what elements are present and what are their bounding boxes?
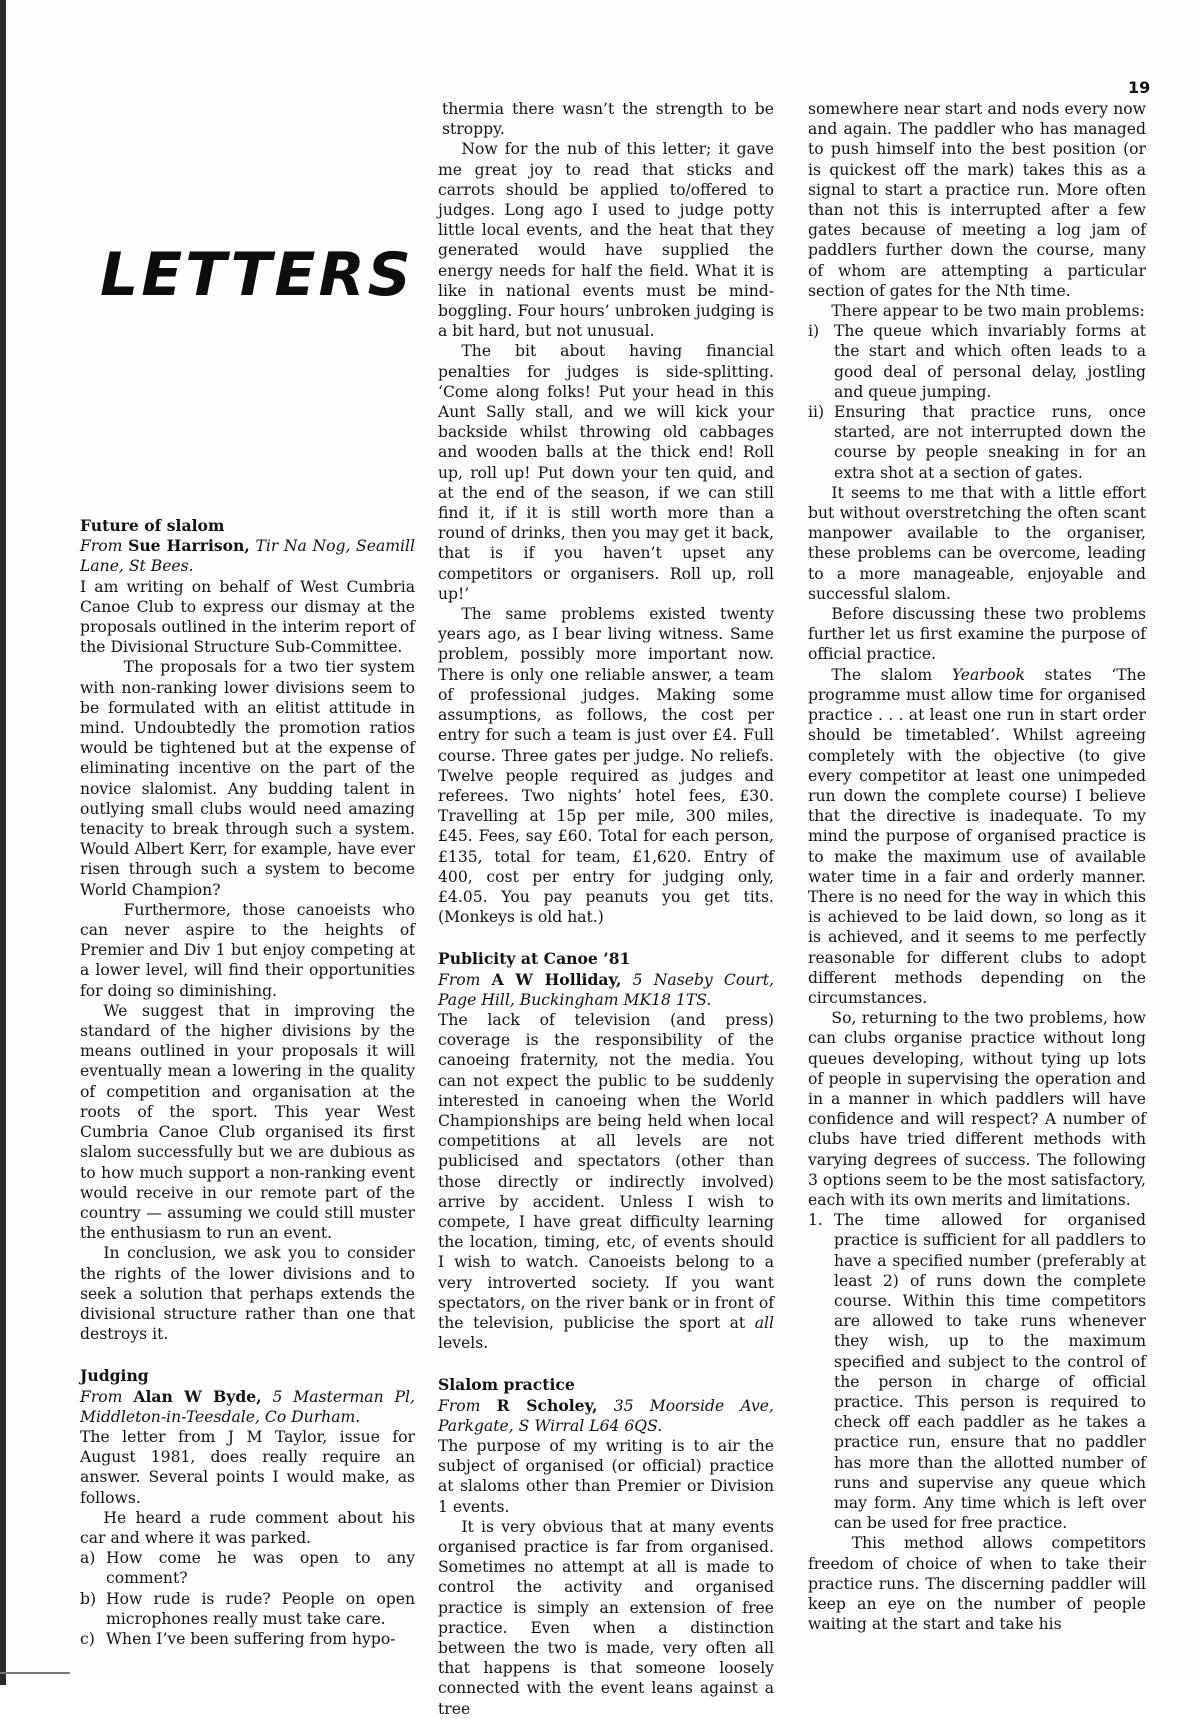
letter-paragraph: This method allows competitors freedom of choice of when to take their practice runs. The discerning paddler will keep an eye on the number of people waiting at the start and take his	[808, 1534, 1146, 1634]
letter-paragraph	[808, 665, 1146, 1008]
text-run: states ‘The programme must allow time for organised practice . . . at least one run in start order should be timetabled’. Whilst agreeing completely with the objective (to give every competitor at least one unimpeded run down the complete course) I believe that the directive is inadequate. To my mind the purpose of organised practice is to make the maximum use of available water time in a fair and orderly manner. There is no need for the way in which this is achieved to be laid down, so long as it is achieved, and it seems to me perfectly reasonable for different clubs to adopt different methods depending on the circumstances.	[808, 665, 1146, 1007]
byline-address: 5 Naseby Court, Page Hill, Buckingham MK18 1TS.	[438, 970, 774, 1009]
scan-edge-left	[0, 0, 6, 1685]
spacer	[438, 1353, 774, 1375]
letter-paragraph: Now for the nub of this letter; it gave me great joy to read that sticks and carrots should be applied to/offered to judges. Long ago I used to judge potty little local events, and the heat that they generated would have supplied the energy needs for half the field. What it is like in national events must be mind-boggling. Four hours’ unbroken judging is a bit hard, but not unusual.	[438, 140, 774, 341]
letter-paragraph: The purpose of my writing is to air the subject of organised (or official) practice at slaloms other than Premier or Division 1 events.	[438, 1437, 774, 1516]
spacer	[438, 927, 774, 949]
byline-name: R Scholey,	[496, 1395, 598, 1415]
byline-address: 5 Masterman Pl, Middleton-in-Teesdale, Co Durham.	[80, 1387, 415, 1426]
list-marker: ii)	[808, 403, 825, 422]
letter-byline	[438, 1396, 774, 1436]
scan-edge-bottom	[0, 1672, 70, 1674]
list-item	[80, 1589, 415, 1629]
list-item-text: How rude is rude? People on open microphones really must take care.	[106, 1589, 415, 1628]
byline-name: Sue Harrison,	[128, 536, 250, 556]
letter-paragraph: The bit about having financial penalties for judges is side-splitting. ‘Come along folks! Put your head in this Aunt Sally stall, and we will kick your backside whilst throwing old cabbages and wooden balls at the thick end! Roll up, roll up! Put down your ten quid, and at the end of the season, if we can still find it, if it is still worth more than a round of drinks, then you may get it back, that is if you haven’t upset any competitors or organisers. Roll up, roll up!’	[438, 342, 774, 603]
letter-paragraph: I am writing on behalf of West Cumbria Canoe Club to express our dismay at the proposals outlined in the interim report of the Divisional Structure Sub-Committee.	[80, 577, 415, 657]
continued-text: thermia there wasn’t the strength to be stroppy.	[442, 100, 774, 139]
text-run: levels.	[438, 1334, 489, 1353]
byline-name: Alan W Byde,	[133, 1386, 262, 1406]
list-marker: c)	[80, 1629, 95, 1648]
byline-address: 35 Moorside Ave, Parkgate, S Wirral L64 6QS.	[438, 1396, 774, 1435]
list-item	[80, 1629, 415, 1649]
byline-from: From	[80, 537, 123, 556]
letter-paragraph: Furthermore, those canoeists who can never aspire to the heights of Premier and Div 1 but enjoy competing at a lower level, will find their opportunities for doing so diminishing.	[80, 900, 415, 1000]
list-item-text: The queue which invariably forms at the start and which often leads to a good deal of personal delay, jostling and queue jumping.	[834, 322, 1146, 401]
list-marker: 1.	[808, 1211, 823, 1230]
letter-heading-judging: Judging	[80, 1366, 149, 1386]
letter-heading-future-of-slalom: Future of slalom	[80, 516, 225, 535]
problem-list	[808, 321, 1146, 483]
list-item-text: How come he was open to any comment?	[106, 1549, 415, 1588]
list-item-text: When I’ve been suffering from hypo-	[106, 1629, 396, 1648]
list-item-text: Ensuring that practice runs, once started, are not interrupted down the course by people sneaking in for an extra shot at a section of gates.	[834, 403, 1146, 482]
letter-paragraph	[438, 1010, 774, 1353]
letter-paragraph: The same problems existed twenty years ago, as I bear living witness. Same problem, possibly more important now. There is only one reliable answer, a team of professional judges. Making some assumptions, as follows, the cost per entry for such a team is just over £4. Full course. Three gates per judge. No reliefs. Twelve people required as judges and referees. Two nights’ hotel fees, £30. Travelling at 15p per mile, 300 miles, £45. Fees, say £60. Total for each person, £135, total for team, £1,620. Entry of 400, cost per entry for judging only, £4.05. You pay peanuts you get tits. (Monkeys is old hat.)	[438, 605, 774, 927]
letter-byline	[80, 1387, 415, 1427]
list-marker: b)	[80, 1589, 97, 1608]
letter-paragraph: He heard a rude comment about his car and where it was parked.	[80, 1508, 415, 1547]
list-marker: i)	[808, 322, 820, 341]
letter-byline	[80, 536, 415, 576]
letter-paragraph: It is very obvious that at many events organised practice is far from organised. Sometimes no attempt at all is made to control the activity and organised practice is simply an extension of free practice. Even when a distinction between the two is made, very often all that happens is that someone loosely connected with the event leans against a tree	[438, 1517, 774, 1718]
letter-paragraph: The proposals for a two tier system with non-ranking lower divisions seem to be formulated with an elitist attitude in mind. Undoubtedly the promotion ratios would be tightened but at the expense of eliminating incentive on the part of the novice slalomist. Any budding talent in outlying small clubs would need amazing tenacity to break through such a system. Would Albert Kerr, for example, have ever risen through such a system to become World Champion?	[80, 658, 415, 899]
emphasis: all	[754, 1313, 774, 1332]
letter-paragraph: So, returning to the two problems, how can clubs organise practice without long queues developing, without tying up lots of people in supervising the operation and in a manner in which paddlers will have confidence and will respect? A number of clubs have tried different methods with varying degrees of success. The following 3 options seem to be the most satisfactory, each with its own merits and limitations.	[808, 1009, 1146, 1209]
letter-paragraph: In conclusion, we ask you to consider the rights of the lower divisions and to seek a solution that perhaps extends the divisional structure rather than one that destroys it.	[80, 1244, 415, 1344]
section-title: LETTERS	[100, 240, 414, 310]
emphasis: Yearbook	[951, 665, 1025, 684]
options-list	[808, 1210, 1146, 1533]
letter-paragraph: Before discussing these two problems further let us first examine the purpose of official practice.	[808, 605, 1146, 664]
list-marker: a)	[80, 1549, 96, 1568]
list-item	[80, 1548, 415, 1588]
text-run: The lack of television (and press) coverage is the responsibility of the canoeing fraternity, not the media. You can not expect the public to be suddenly interested in canoeing when the World Championships are being held when local competitions at all levels are not publicised and spectators (other than those directly or indirectly involved) arrive by accident. Unless I wish to compete, I have great difficulty learning the location, timing, etc, of events should I wish to watch. Canoeists belong to a very introverted society. If you want spectators, on the river bank or in front of the television, publicise the sport at	[438, 1010, 774, 1332]
byline-name: A W Holliday,	[491, 969, 622, 989]
column-1	[80, 516, 415, 1649]
column-3	[808, 99, 1146, 1634]
list-item	[808, 402, 1146, 483]
list-item	[808, 1210, 1146, 1533]
text-run: The slalom	[831, 665, 952, 684]
spacer	[80, 1344, 415, 1366]
letter-paragraph: The letter from J M Taylor, issue for August 1981, does really require an answer. Several points I would make, as follows.	[80, 1427, 415, 1507]
letter-heading-slalom-practice: Slalom practice	[438, 1375, 575, 1395]
byline-from: From	[438, 970, 481, 989]
column-2	[438, 99, 774, 1719]
page-number: 19	[1128, 78, 1151, 97]
list-item	[808, 321, 1146, 402]
letter-byline	[438, 970, 774, 1010]
letter-paragraph: There appear to be two main problems:	[831, 302, 1145, 321]
continued-text: somewhere near start and nods every now and again. The paddler who has managed to push himself into the best position (or is quickest off the mark) takes this as a signal to start a practice run. More often than not this is interrupted after a few gates because of meeting a log jam of paddlers further down the course, many of whom are attempting a particular section of gates for the Nth time.	[808, 100, 1146, 300]
list-item-text: The time allowed for organised practice is sufficient for all paddlers to have a specified number (preferably at least 2) of runs down the complete course. Within this time competitors are allowed to take runs whenever they wish, up to the maximum specified and subject to the control of the person in charge of official practice. This person is required to check off each paddler as he takes a practice run, ensure that no paddler has more than the allotted number of runs and supervise any queue which may form. Any time which is left over can be used for free practice.	[834, 1211, 1146, 1533]
point-list	[80, 1548, 415, 1649]
letter-paragraph: We suggest that in improving the standard of the higher divisions by the means outlined in your proposals it will eventually mean a lowering in the quality of competition and organisation at the roots of the sport. This year West Cumbria Canoe Club organised its first slalom successfully but we are dubious as to how much support a non-ranking event would receive in our remote part of the country — assuming we could still muster the enthusiasm to run an event.	[80, 1001, 415, 1243]
byline-from: From	[80, 1387, 123, 1406]
byline-from: From	[438, 1396, 481, 1415]
letter-heading-publicity: Publicity at Canoe ’81	[438, 949, 631, 969]
letter-paragraph: It seems to me that with a little effort but without overstretching the often scant manpower available to the organiser, these problems can be overcome, leading to a more manageable, enjoyable and successful slalom.	[808, 483, 1146, 603]
byline-address: Tir Na Nog, Seamill Lane, St Bees.	[80, 537, 415, 576]
